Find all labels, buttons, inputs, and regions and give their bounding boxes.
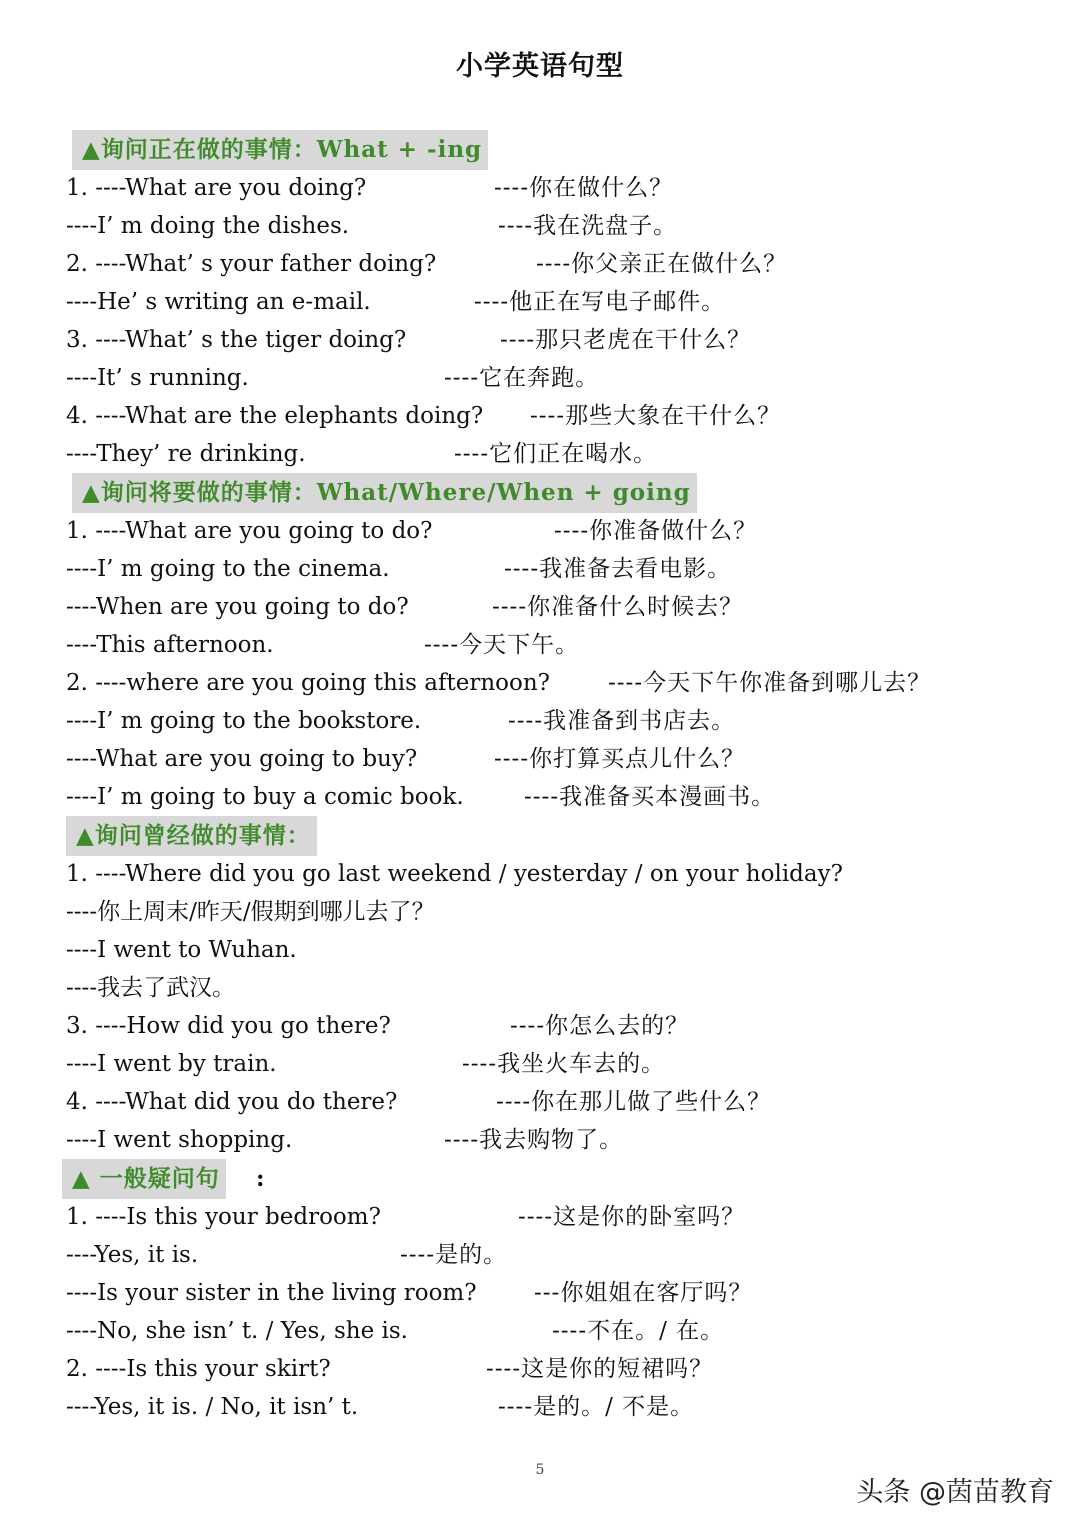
- chinese-text: ----你准备什么时候去？: [492, 594, 744, 620]
- heading-colon: :: [256, 1165, 265, 1192]
- english-text: 4. ----What did you do there?: [66, 1089, 398, 1115]
- english-text: 2. ----where are you going this afternoon?: [66, 670, 550, 696]
- english-text: ----It’ s running.: [66, 365, 249, 391]
- english-text: ----I’ m going to the bookstore.: [66, 708, 422, 734]
- english-text: ----Yes, it is.: [66, 1242, 199, 1268]
- english-text: 2. ----Is this your skirt?: [66, 1356, 331, 1382]
- chinese-text: ----我在洗盘子。: [498, 213, 678, 239]
- english-text: ----I went by train.: [66, 1051, 277, 1077]
- section-heading-future-plans: ▲询问将要做的事情：What/Where/When + going: [72, 473, 697, 513]
- watermark: 头条 @茵苗教育: [856, 1477, 1054, 1508]
- english-text: 3. ----How did you go there?: [66, 1013, 391, 1039]
- chinese-text: ----你在做什么？: [494, 175, 674, 201]
- english-text: 1. ----Where did you go last weekend / yesterday / on your holiday?: [66, 861, 843, 887]
- english-text: ----Yes, it is. / No, it isn’ t.: [66, 1394, 359, 1420]
- chinese-text: ----今天下午你准备到哪儿去？: [608, 670, 932, 696]
- english-text: ----I went to Wuhan.: [66, 937, 297, 963]
- english-text: ----I’ m doing the dishes.: [66, 213, 350, 239]
- chinese-text: ----我去了武汉。: [66, 975, 236, 1001]
- chinese-text: ---你姐姐在客厅吗？: [534, 1280, 753, 1306]
- english-text: ----I’ m going to the cinema.: [66, 556, 390, 582]
- chinese-text: ----这是你的短裙吗？: [486, 1356, 714, 1382]
- page-number: 5: [535, 1462, 545, 1478]
- english-text: 1. ----Is this your bedroom?: [66, 1204, 381, 1230]
- english-text: ----I went shopping.: [66, 1127, 293, 1153]
- chinese-text: ----你怎么去的？: [510, 1013, 690, 1039]
- chinese-text: ----我去购物了。: [444, 1127, 624, 1153]
- chinese-text: ----你准备做什么？: [554, 518, 758, 544]
- english-text: 2. ----What’ s your father doing?: [66, 251, 437, 277]
- english-text: ----They’ re drinking.: [66, 441, 306, 467]
- chinese-text: ----那只老虎在干什么？: [500, 327, 752, 353]
- chinese-text: ----是的。: [400, 1242, 508, 1268]
- chinese-text: ----它们正在喝水。: [454, 441, 658, 467]
- chinese-text: ----他正在写电子邮件。: [474, 289, 726, 315]
- chinese-text: ----你父亲正在做什么？: [536, 251, 788, 277]
- english-text: 1. ----What are you going to do?: [66, 518, 433, 544]
- chinese-text: ----它在奔跑。: [444, 365, 600, 391]
- english-text: ----When are you going to do?: [66, 594, 409, 620]
- english-text: ----What are you going to buy?: [66, 746, 418, 772]
- chinese-text: ----我准备去看电影。: [504, 556, 732, 582]
- chinese-text: ----这是你的卧室吗？: [518, 1204, 746, 1230]
- english-text: ----I’ m going to buy a comic book.: [66, 784, 464, 810]
- english-text: 1. ----What are you doing?: [66, 175, 367, 201]
- section-heading-yes-no-questions: ▲ 一般疑问句: [62, 1159, 226, 1199]
- chinese-text: ----今天下午。: [424, 632, 580, 658]
- chinese-text: ----我坐火车去的。: [462, 1051, 666, 1077]
- page-title: 小学英语句型: [456, 51, 624, 82]
- english-text: ----Is your sister in the living room?: [66, 1280, 477, 1306]
- english-text: ----No, she isn’ t. / Yes, she is.: [66, 1318, 408, 1344]
- chinese-text: ----那些大象在干什么？: [530, 403, 782, 429]
- english-text: ----He’ s writing an e-mail.: [66, 289, 371, 315]
- english-text: 4. ----What are the elephants doing?: [66, 403, 484, 429]
- chinese-text: ----你上周末/昨天/假期到哪儿去了？: [66, 899, 435, 925]
- chinese-text: ----是的。/ 不是。: [498, 1394, 695, 1420]
- section-heading-past-events: ▲询问曾经做的事情：: [66, 816, 317, 856]
- english-text: 3. ----What’ s the tiger doing?: [66, 327, 407, 353]
- chinese-text: ----你在那儿做了些什么？: [496, 1089, 772, 1115]
- section-heading-present-continuous: ▲询问正在做的事情：What + -ing: [72, 130, 488, 170]
- english-text: ----This afternoon.: [66, 632, 274, 658]
- chinese-text: ----不在。/ 在。: [552, 1318, 725, 1344]
- chinese-text: ----你打算买点儿什么？: [494, 746, 746, 772]
- chinese-text: ----我准备买本漫画书。: [524, 784, 776, 810]
- chinese-text: ----我准备到书店去。: [508, 708, 736, 734]
